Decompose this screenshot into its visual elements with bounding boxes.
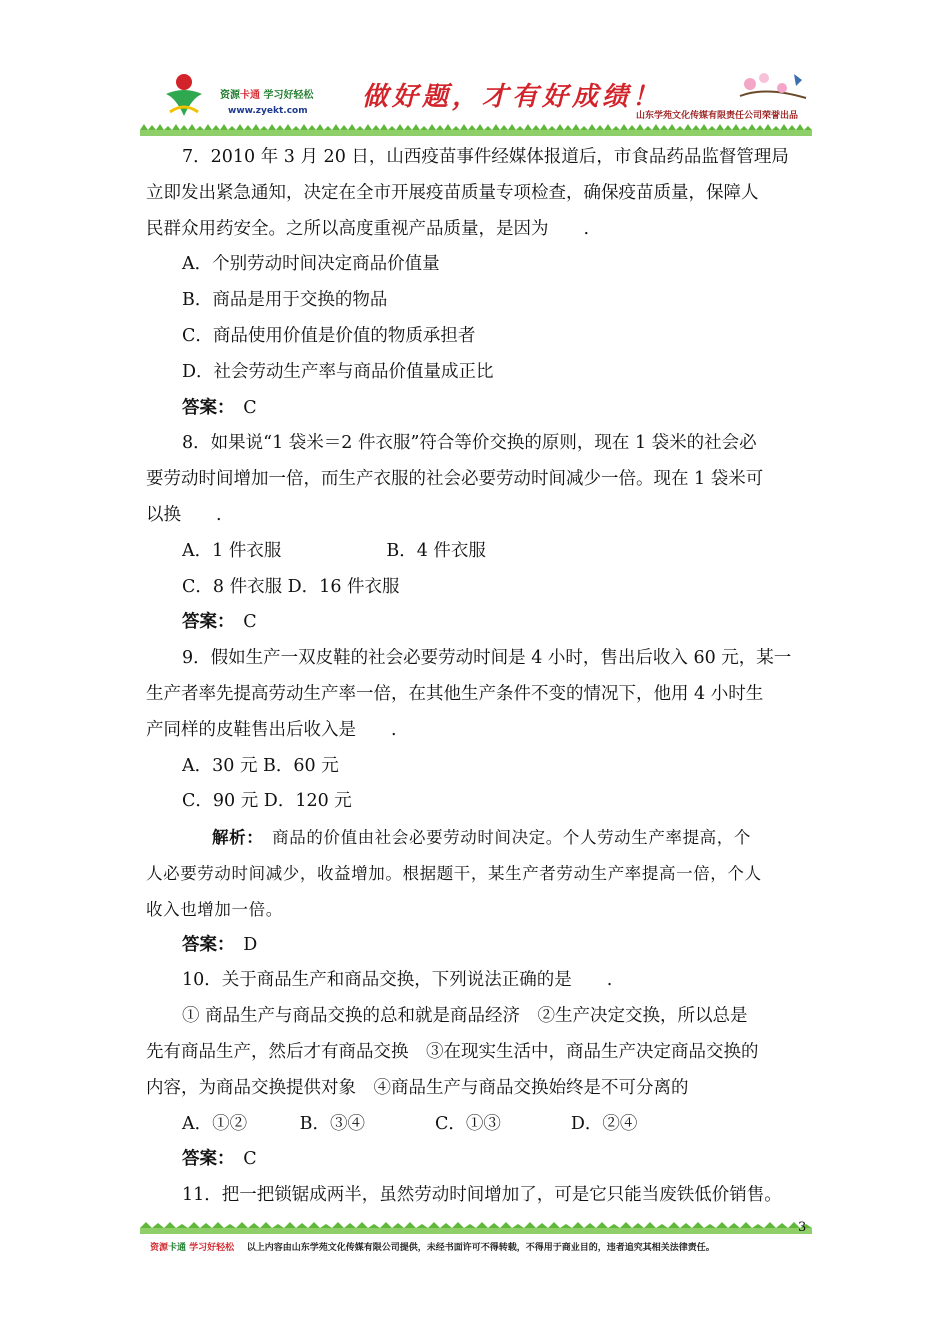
analysis-line: 收入也增加一倍。 [146, 899, 283, 919]
question-8-line: 要劳动时间增加一倍，而生产衣服的社会必要劳动时间减少一倍。现在 1 袋米可 [146, 469, 764, 490]
answer-value: C [243, 397, 257, 418]
page-number: 3 [798, 1220, 807, 1235]
footer-notice: 以上内容由山东学苑文化传媒有限公司提供，未经书面许可不得转载，不得用于商业目的，违者追究其相关法律责任。 [246, 1243, 715, 1253]
footer-brand-tagline: 学习好轻松 [189, 1243, 235, 1253]
option: C．8 件衣服 D．16 件衣服 [182, 576, 400, 597]
option: D．社会劳动生产率与商品价值量成正比 [182, 361, 494, 382]
answer-label: 答案： [182, 934, 226, 955]
answer-value: C [243, 612, 257, 633]
question-9-line: 9．假如生产一双皮鞋的社会必要劳动时间是 4 小时，售出后收入 60 元，某一 [182, 648, 792, 669]
question-8-line: 以换 . [146, 504, 222, 525]
analysis-line: 人必要劳动时间减少，收益增加。根据题干，某生产者劳动生产率提高一倍，个人 [146, 863, 762, 883]
answer [146, 1142, 810, 1178]
question-10-line: 内容，为商品交换提供对象 ④商品生产与商品交换始终是不可分离的 [146, 1077, 689, 1098]
answer-label: 答案： [182, 612, 226, 633]
question-10-line: ① 商品生产与商品交换的总和就是商品经济 ②生产决定交换，所以总是 [182, 1006, 748, 1027]
option: C．90 元 D．120 元 [182, 791, 352, 812]
option: A．1 件衣服 B．4 件衣服 [182, 540, 486, 561]
document-body [146, 140, 810, 1214]
page-header [140, 62, 812, 134]
analysis-label: 解析： [212, 828, 256, 848]
answer-label: 答案： [182, 1149, 226, 1170]
question-8-line: 8．如果说“1 袋米＝2 件衣服”符合等价交换的原则，现在 1 袋米的社会必 [182, 433, 757, 454]
analysis-line [146, 820, 810, 856]
option: B．商品是用于交换的物品 [182, 290, 388, 311]
answer-value: C [243, 1149, 257, 1170]
question-7-line: 立即发出紧急通知，决定在全市开展疫苗质量专项检查，确保疫苗质量，保障人 [146, 182, 759, 203]
option: C．商品使用价值是价值的物质承担者 [182, 325, 476, 346]
page-footer [150, 1240, 715, 1253]
site-url: www.zyekt.com [228, 106, 308, 116]
option: A．个别劳动时间决定商品价值量 [182, 254, 440, 275]
analysis-text: 商品的价值由社会必要劳动时间决定。个人劳动生产率提高，个 [272, 828, 751, 848]
question-7-line: 7．2010 年 3 月 20 日，山西疫苗事件经媒体报道后，市食品药品监督管理局 [182, 147, 789, 167]
brand-name: 资源卡通 学习好轻松 [220, 90, 314, 101]
question-9-line: 产同样的皮鞋售出后收入是 . [146, 719, 397, 740]
header-slogan: 做好题，才有好成绩！ [362, 82, 663, 112]
question-10-line: 10．关于商品生产和商品交换，下列说法正确的是 . [182, 970, 613, 991]
option: A．30 元 B．60 元 [182, 755, 339, 776]
question-10-line: 先有商品生产，然后才有商品交换 ③在现实生活中，商品生产决定商品交换的 [146, 1041, 759, 1062]
answer-label: 答案： [182, 397, 226, 418]
answer [146, 928, 810, 964]
flower-decoration-icon [736, 66, 810, 108]
footer-brand-highlight: 卡通 [168, 1243, 187, 1253]
grass-divider [140, 124, 812, 136]
question-9-line: 生产者率先提高劳动生产率一倍，在其他生产条件不变的情况下，他用 4 小时生 [146, 683, 764, 704]
question-7-line: 民群众用药安全。之所以高度重视产品质量，是因为 . [146, 218, 590, 239]
answer [146, 391, 810, 427]
footer-brand: 资源 [150, 1243, 169, 1253]
brand-highlight: 卡通 [240, 90, 260, 101]
option: A．①② B．③④ C．①③ D．②④ [182, 1113, 638, 1134]
answer-value: D [243, 934, 258, 955]
question-11-line: 11．把一把锁锯成两半，虽然劳动时间增加了，可是它只能当废铁低价销售。 [182, 1185, 782, 1206]
logo-icon [162, 72, 206, 120]
company-name: 山东学苑文化传媒有限责任公司荣誉出品 [636, 111, 799, 121]
answer [146, 605, 810, 641]
grass-divider [140, 1222, 812, 1234]
